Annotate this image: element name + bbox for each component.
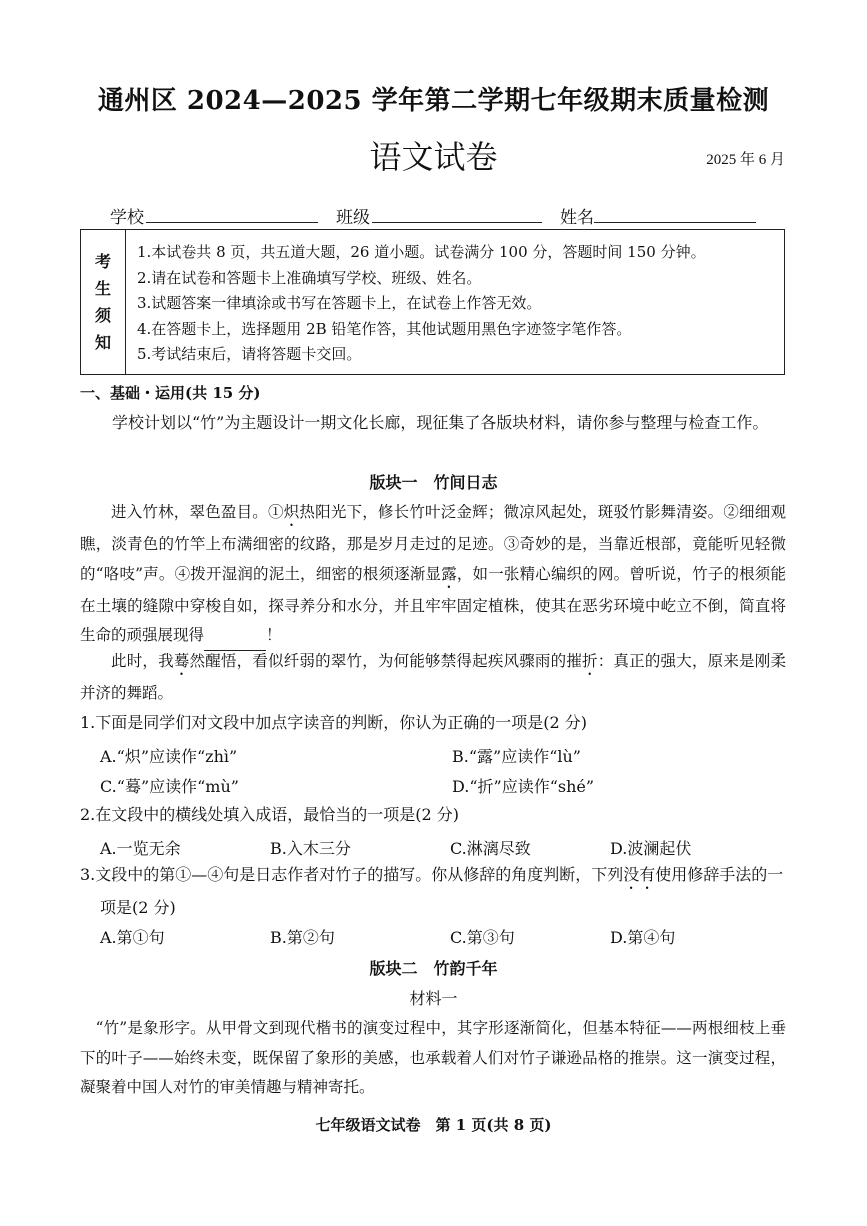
block1-paragraph-2: 此时，我蓦然醒悟，看似纤弱的翠竹，为何能够禁得起疾风骤雨的摧折：真正的强大，原来是刚柔并济的舞蹈。 — [80, 652, 786, 702]
q1-option-b[interactable]: B.“露”应读作“lù” — [452, 747, 581, 766]
q2-option-a[interactable]: A.一览无余 — [100, 839, 181, 858]
q1-option-d[interactable]: D.“折”应读作“shé” — [452, 777, 595, 796]
notice-item: 3.试题答案一律填涂或书写在答题卡上，在试卷上作答无效。 — [137, 294, 542, 312]
notice-item: 2.请在试卷和答题卡上准确填写学校、班级、姓名。 — [137, 268, 482, 287]
notice-item: 4.在答题卡上，选择题用 2B 铅笔作答，其他试题用黑色字迹签字笔作答。 — [137, 319, 632, 338]
q3-option-c[interactable]: C.第③句 — [450, 928, 515, 947]
q2-option-b[interactable]: B.入木三分 — [270, 839, 351, 858]
emphasis-char: 折 — [582, 652, 598, 670]
class-label: 班级 — [336, 208, 370, 228]
question-1-stem: 1.下面是同学们对文段中加点字读音的判断，你认为正确的一项是(2 分) — [80, 713, 588, 732]
class-field[interactable] — [372, 222, 542, 223]
exam-date: 2025 年 6 月 — [706, 152, 785, 168]
notice-heading: 考 生 须 知 — [81, 230, 126, 374]
name-label: 姓名 — [560, 208, 594, 228]
question-3-stem: 3.文段中的第①—④句是日志作者对竹子的描写。你从修辞的角度判断，下列没有使用修辞手法的一项是(2 分) — [80, 865, 784, 917]
block2-heading: 版块二 竹韵千年 — [369, 959, 498, 978]
subject-title: 语文试卷 — [369, 138, 498, 176]
q3-option-b[interactable]: B.第②句 — [270, 928, 335, 947]
section-heading: 一、基础・运用(共 15 分) — [80, 384, 261, 402]
q1-option-c[interactable]: C.“蓦”应读作“mù” — [100, 777, 239, 796]
question-2-stem: 2.在文段中的横线处填入成语，最恰当的一项是(2 分) — [80, 805, 460, 824]
block2-paragraph-1: “竹”是象形字。从甲骨文到现代楷书的演变过程中，其字形逐渐简化，但基本特征——两根细枝上垂下的叶子——始终未变，既保留了象形的美感，也承载着人们对竹子谦逊品格的推崇。这一演变过程，凝聚着中国人对竹的审美情趣与精神寄托。 — [80, 1019, 786, 1096]
material-heading: 材料一 — [409, 989, 458, 1008]
block1-heading: 版块一 竹间日志 — [369, 473, 498, 492]
block1-paragraph-1: 进入竹林，翠色盈目。①炽热阳光下，修长竹叶泛金辉；微凉风起处，斑驳竹影舞清姿。②细细观瞧，淡青色的竹竿上布满细密的纹路，那是岁月走过的足迹。③奇妙的是，当靠近根部，竟能听见轻微的“咯吱”声。④拨开湿润的泥土，细密的根须逐渐显露，如一张精心编织的网。曾听说，竹子的根须能在土壤的缝隙中穿梭自如，探寻养分和水分，并且牢牢固定植株，使其在恶劣环境中屹立不倒，简直将生命的顽强展现得 ！ — [80, 498, 786, 651]
q2-option-c[interactable]: C.淋漓尽致 — [450, 839, 531, 858]
q3-option-d[interactable]: D.第④句 — [610, 928, 676, 947]
notice-item: 5.考试结束后，请将答题卡交回。 — [137, 345, 362, 363]
q2-option-d[interactable]: D.波澜起伏 — [610, 839, 692, 858]
school-label: 学校 — [110, 208, 144, 228]
page-footer: 七年级语文试卷 第 1 页(共 8 页) — [315, 1116, 552, 1134]
exam-title: 通州区 2024—2025 学年第二学期七年级期末质量检测 — [97, 86, 770, 116]
emphasis-char: 露 — [441, 564, 457, 583]
section-intro: 学校计划以“竹”为主题设计一期文化长廊，现征集了各版块材料，请你参与整理与检查工作。 — [112, 413, 769, 432]
name-field[interactable] — [594, 222, 756, 223]
notice-item: 1.本试卷共 8 页，共五道大题，26 道小题。试卷满分 100 分，答题时间 150 分钟。 — [137, 243, 706, 261]
emphasis-word: 没有 — [623, 865, 656, 884]
candidate-notice-box — [80, 229, 785, 375]
emphasis-char: 蓦 — [173, 652, 190, 670]
school-field[interactable] — [146, 222, 318, 223]
q1-option-a[interactable]: A.“炽”应读作“zhì” — [100, 747, 238, 766]
notice-list — [137, 240, 778, 368]
emphasis-char: 炽 — [283, 503, 300, 521]
q3-option-a[interactable]: A.第①句 — [100, 928, 165, 947]
